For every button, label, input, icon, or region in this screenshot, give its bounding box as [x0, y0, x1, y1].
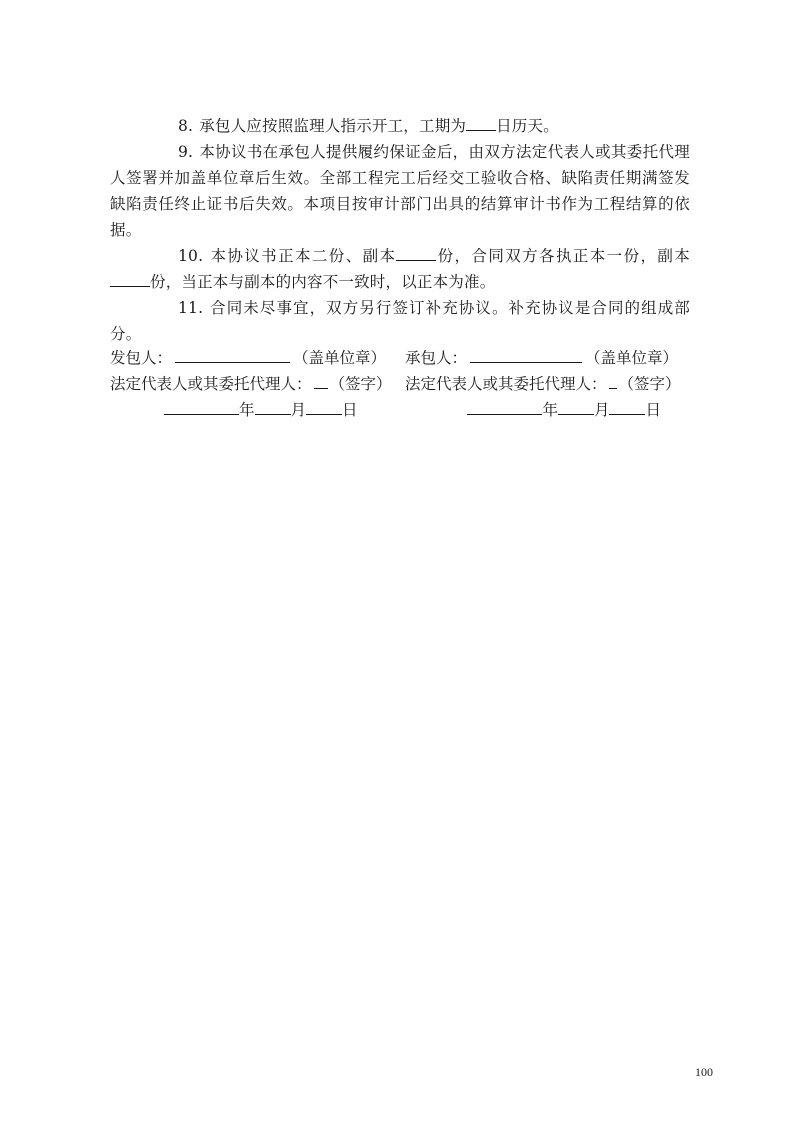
signature-block	[110, 345, 690, 423]
seal-note: （盖单位章）	[585, 349, 679, 367]
clause-text: 日历天。	[496, 117, 559, 135]
copies-count-blank	[396, 245, 436, 261]
construction-days-blank	[466, 115, 496, 131]
year-blank	[164, 399, 239, 415]
employer-party	[110, 345, 400, 371]
month-blank	[255, 399, 291, 415]
clause-text: 份，当正本与副本的内容不一致时，以正本为准。	[150, 273, 496, 291]
contractor-representative	[405, 371, 690, 397]
year-label: 年	[542, 401, 558, 419]
month-label: 月	[593, 401, 610, 419]
representative-signature-blank	[609, 373, 617, 389]
employer-label: 发包人：	[110, 349, 173, 367]
clause-number: 9.	[178, 143, 194, 161]
year-blank	[467, 399, 542, 415]
day-blank	[609, 399, 645, 415]
employer-name-blank	[175, 347, 290, 363]
representative-signature-blank	[314, 373, 328, 389]
contractor-name-blank	[470, 347, 582, 363]
clause-9	[110, 139, 690, 243]
contractor-party	[405, 345, 690, 371]
month-label: 月	[290, 401, 307, 419]
clause-text: 份，合同双方各执正本一份，副本	[436, 247, 690, 265]
clause-number: 11.	[178, 299, 204, 317]
clause-10	[110, 243, 690, 295]
clause-text: 合同未尽事宜，双方另行签订补充协议。补充协议是合同的组成部分。	[110, 299, 690, 343]
year-label: 年	[239, 401, 255, 419]
representative-label: 法定代表人或其委托代理人：	[110, 375, 312, 393]
contractor-label: 承包人：	[405, 349, 468, 367]
clause-text: 承包人应按照监理人指示开工，工期为	[199, 117, 467, 135]
day-blank	[306, 399, 342, 415]
agreement-clauses	[110, 113, 690, 347]
clause-text: 本协议书正本二份、副本	[209, 247, 397, 265]
sign-note: （签字）	[618, 375, 681, 393]
seal-note: （盖单位章）	[293, 349, 387, 367]
month-blank	[558, 399, 594, 415]
sign-note: （签字）	[329, 375, 392, 393]
day-label: 日	[342, 401, 358, 419]
employer-date	[110, 397, 390, 423]
clause-number: 10.	[178, 247, 204, 265]
contractor-date	[390, 397, 690, 423]
employer-representative	[110, 371, 400, 397]
representative-label: 法定代表人或其委托代理人：	[405, 375, 607, 393]
representative-row	[110, 371, 690, 397]
copies-each-blank	[110, 271, 150, 287]
page-number: 100	[695, 1065, 713, 1079]
clause-11	[110, 295, 690, 347]
party-row	[110, 345, 690, 371]
clause-number: 8.	[178, 117, 194, 135]
day-label: 日	[645, 401, 661, 419]
date-row	[110, 397, 690, 423]
clause-8	[110, 113, 690, 139]
clause-text: 本协议书在承包人提供履约保证金后，由双方法定代表人或其委托代理人签署并加盖单位章后生效。全部工程完工后经交工验收合格、缺陷责任期满签发缺陷责任终止证书后失效。本项目按审计部门出具的结算审计书作为工程结算的依据。	[110, 143, 690, 239]
